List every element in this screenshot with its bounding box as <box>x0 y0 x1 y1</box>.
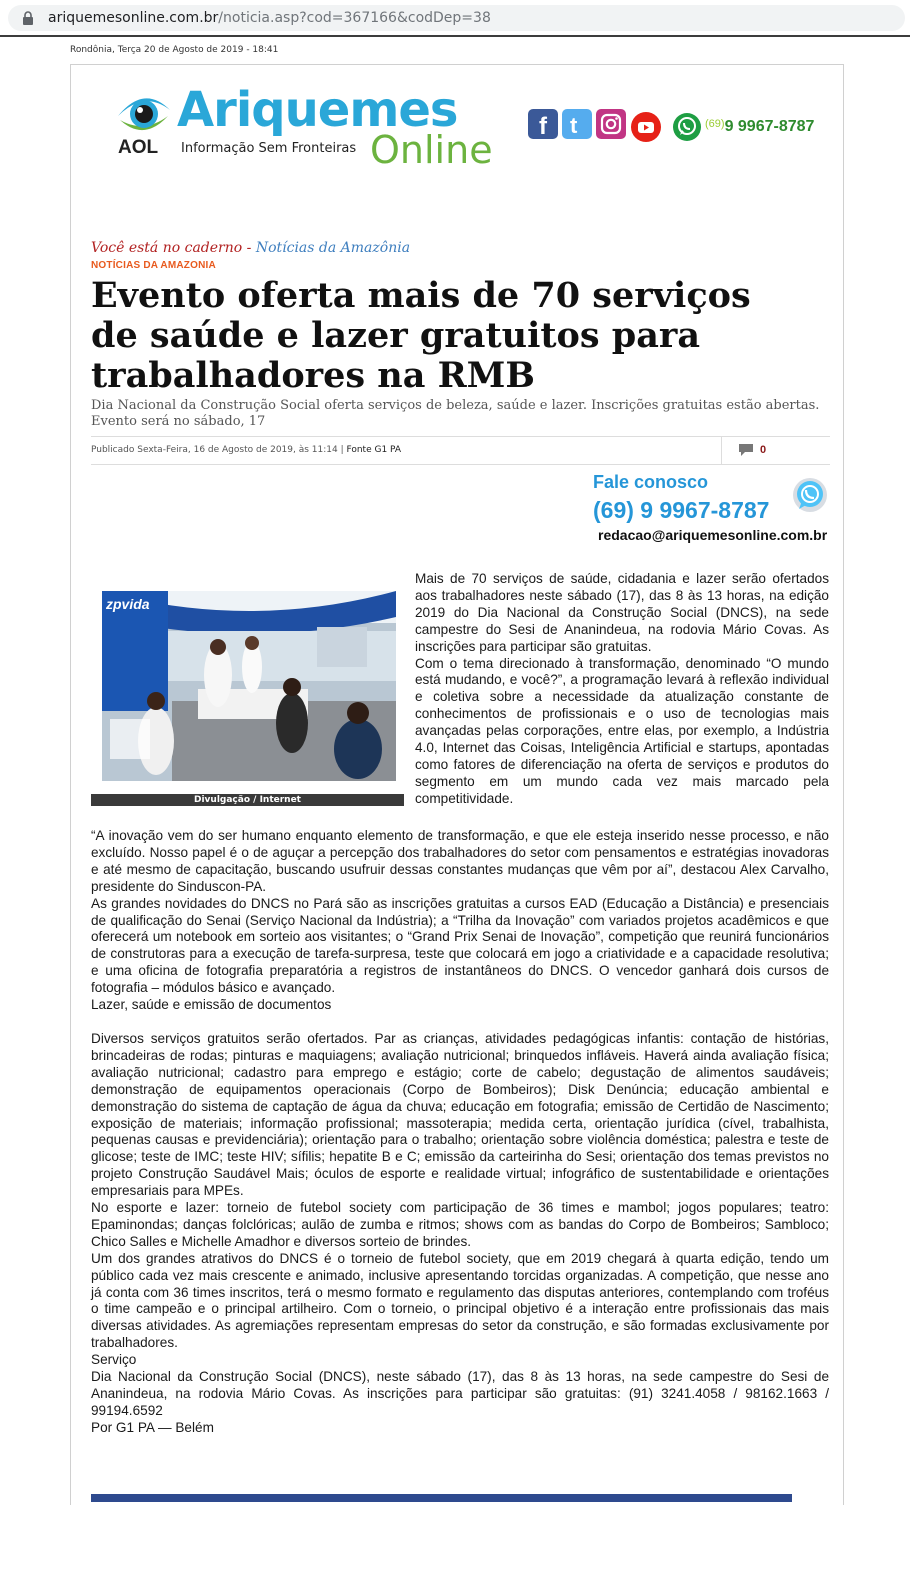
article-body <box>91 828 829 1437</box>
comment-icon[interactable] <box>739 444 753 456</box>
article-source: Fonte G1 PA <box>346 445 402 455</box>
spacer <box>91 1014 829 1031</box>
dateline: Rondônia, Terça 20 de Agosto de 2019 - 18:41 <box>70 45 279 55</box>
publish-info <box>91 445 401 455</box>
url-text <box>48 10 491 26</box>
footer-bar <box>91 1494 792 1502</box>
subheading: Lazer, saúde e emissão de documentos <box>91 997 332 1013</box>
paragraph: Mais de 70 serviços de saúde, cidadania e lazer serão ofertados aos trabalhadores neste sábado (17), das 8 às 13 horas, na edição 2019 do Dia Nacional da Construção Social (DNCS), na sede campestre do Sesi de Ananindeua, na rodovia Mário Covas. As inscrições para participar são gratuitas. <box>415 571 829 654</box>
url-path: /noticia.asp?cod=367166&codDep=38 <box>218 10 491 26</box>
instagram-icon[interactable] <box>596 109 626 139</box>
article-body-right <box>415 571 829 808</box>
article-subtitle: Dia Nacional da Construção Social oferta serviços de beleza, saúde e lazer. Inscrições gratuitas estão abertas. Evento será no sábado, 17 <box>91 398 820 429</box>
svg-text:f: f <box>539 113 547 139</box>
article-meta-bar <box>91 436 830 465</box>
logo-short: AOL <box>118 137 159 158</box>
header-phone[interactable] <box>705 118 814 136</box>
article-title: Evento oferta mais de 70 serviços de saúde e lazer gratuitos para trabalhadores na RMB <box>91 275 751 396</box>
contact-title: Fale conosco <box>593 472 709 492</box>
comment-count[interactable]: 0 <box>760 444 767 456</box>
logo-word-ariquemes: Ariquemes <box>177 82 458 138</box>
breadcrumb-section-link[interactable]: Notícias da Amazônia <box>255 240 411 256</box>
youtube-icon[interactable] <box>631 112 661 142</box>
window-divider <box>0 35 910 37</box>
contact-email[interactable]: redacao@ariquemesonline.com.br <box>598 527 828 543</box>
paragraph: Um dos grandes atrativos do DNCS é o torneio de futebol society, que em 2019 chegará à quarta edição, tendo um público cada vez mais crescente e animado, inclusive apresentando torcidas organizadas. A competição, que nesse ano já conta com 36 times inscritos, terá o mesmo formato e regulamento das disputas anteriores, contemplando com troféus o time campeão e o principal artilheiro. Com o torneio, o principal objetivo é a interação entre profissionais das mais diversas atividades. As agremiações representam empresas do setor da construção, e são formadas exclusivamente por trabalhadores. <box>91 1250 829 1351</box>
meta-divider <box>721 437 722 464</box>
paragraph: Com o tema direcionado à transformação, denominado “O mundo está mudando, e você?”, a programação levará à reflexão individual e coletiva sobre a necessidade da atualização constante de conhecimentos de profissionais e o uso de tecnologias mais avançadas pelas corporações, entre elas, por exemplo, a Indústria 4.0, Internet das Coisas, Inteligência Artificial e startups, apontadas como fatores de diferenciação na oferta de serviços e produtos do segmento em um mundo cada vez mais marcado pela competitividade. <box>415 655 829 806</box>
paragraph: As grandes novidades do DNCS no Pará são as inscrições gratuitas a cursos EAD (Educação a Distância) e presenciais de qualificação do Senai (Serviço Nacional da Indústria); a “Trilha da Inovação” com variados projetos acadêmicos e que oferecerá um notebook em sorteio aos visitantes; o “Grand Prix Senai de Inovação”, competição que reunirá funcionários de construtoras para a execução de tarefa-surpresa, teste que colocará em jogo a criatividade e a capacidade resolutiva; e uma oficina de fotografia preparatória a registros de instantâneos do DNCS. O vencedor ganhará dois cursos de fotografia – módulos básico e avançado. <box>91 895 829 996</box>
article-photo[interactable] <box>102 591 396 781</box>
whatsapp-bubble-icon[interactable] <box>790 476 830 516</box>
facebook-icon[interactable] <box>528 109 558 139</box>
contact-phone[interactable]: (69) 9 9967-8787 <box>593 497 770 523</box>
whatsapp-icon[interactable] <box>672 112 702 142</box>
contact-widget[interactable] <box>592 470 832 550</box>
paragraph: Dia Nacional da Construção Social (DNCS), neste sábado (17), das 8 às 13 horas, na sede campestre do Sesi de Ananindeua, na rodovia Mário Covas. As inscrições para participar são gratuitas: (91) 3241.4058 / 98162.1663 / 99194.6592 <box>91 1369 829 1418</box>
header-phone-number: 9 9967-8787 <box>724 118 815 135</box>
eye-logo-icon <box>116 90 172 138</box>
svg-text:t: t <box>570 113 578 138</box>
url-host: ariquemesonline.com.br <box>48 10 219 26</box>
browser-address-bar <box>0 0 910 36</box>
logo-tagline: Informação Sem Fronteiras <box>181 141 357 156</box>
photo-caption: Divulgação / Internet <box>91 794 404 806</box>
url-field[interactable] <box>8 5 905 31</box>
svg-text:zpvida: zpvida <box>106 596 150 612</box>
breadcrumb <box>91 240 410 256</box>
header-phone-ddd: (69) <box>705 118 725 130</box>
breadcrumb-prefix: Você está no caderno - <box>91 240 256 256</box>
site-logo[interactable] <box>112 82 502 172</box>
lock-icon <box>22 11 34 25</box>
section-label[interactable]: NOTÍCIAS DA AMAZONIA <box>91 260 216 271</box>
paragraph: No esporte e lazer: torneio de futebol society com participação de 36 times e mambol; jogos populares; teatro: Epaminondas; danças folclóricas; aulão de zumba e ritmos; shows com as bandas do Corpo de Bombeiros; Sambloco; Chico Salles e Michelle Amadhor e diversos sorteio de brindes. <box>91 1200 829 1249</box>
paragraph: Diversos serviços gratuitos serão ofertados. Par as crianças, atividades pedagógicas infantis: contação de histórias, brincadeiras de rodas; pinturas e maquiagens; avaliação nutricional; brinquedos infláveis. Haverá ainda avaliação física; avaliação nutricional; cadastro para emprego e estágio; corte de cabelo; degustação de alimentos saudáveis; demonstração de equipamentos operacionais (Corpo de Bombeiros); Disk Denúncia; educação ambiental e demonstração do sistema de captação de água da chuva; educação em fotografia; emissão de Certidão de Nascimento; exposição de materiais; informação profissional; massoterapia; medida certa, orientação jurídica (cível, trabalhista, pequenas causas e previdenciária); orientação para o trabalho; orientação sobre violência doméstica; palestra e teste de glicose; teste de IMC; teste HIV; sífilis; hepatite B e C; emissão da carteirinha do Sesi; orientação dos temas previstos no projeto Construção Saudável Mais; óculos de esporte e realidade virtual; infográfico de sustentabilidade e orientações empresariais para MPEs. <box>91 1030 829 1199</box>
byline: Por G1 PA — Belém <box>91 1419 214 1435</box>
publish-date: Publicado Sexta-Feira, 16 de Agosto de 2019, às 11:14 | <box>91 445 347 455</box>
paragraph: “A inovação vem do ser humano enquanto elemento de transformação, e que ele esteja inserido nesse processo, e não excluído. Nosso papel é o de aguçar a percepção dos trabalhadores do setor com pensamentos e estratégias inovadoras e até mesmo de capacitação, buscando usufruir dessas constantes mudanças que vêm por aí”, destacou Alex Carvalho, presidente do Sinduscon-PA. <box>91 828 829 894</box>
logo-word-online: Online <box>370 128 493 172</box>
subheading: Serviço <box>91 1352 137 1368</box>
twitter-icon[interactable] <box>562 109 592 139</box>
